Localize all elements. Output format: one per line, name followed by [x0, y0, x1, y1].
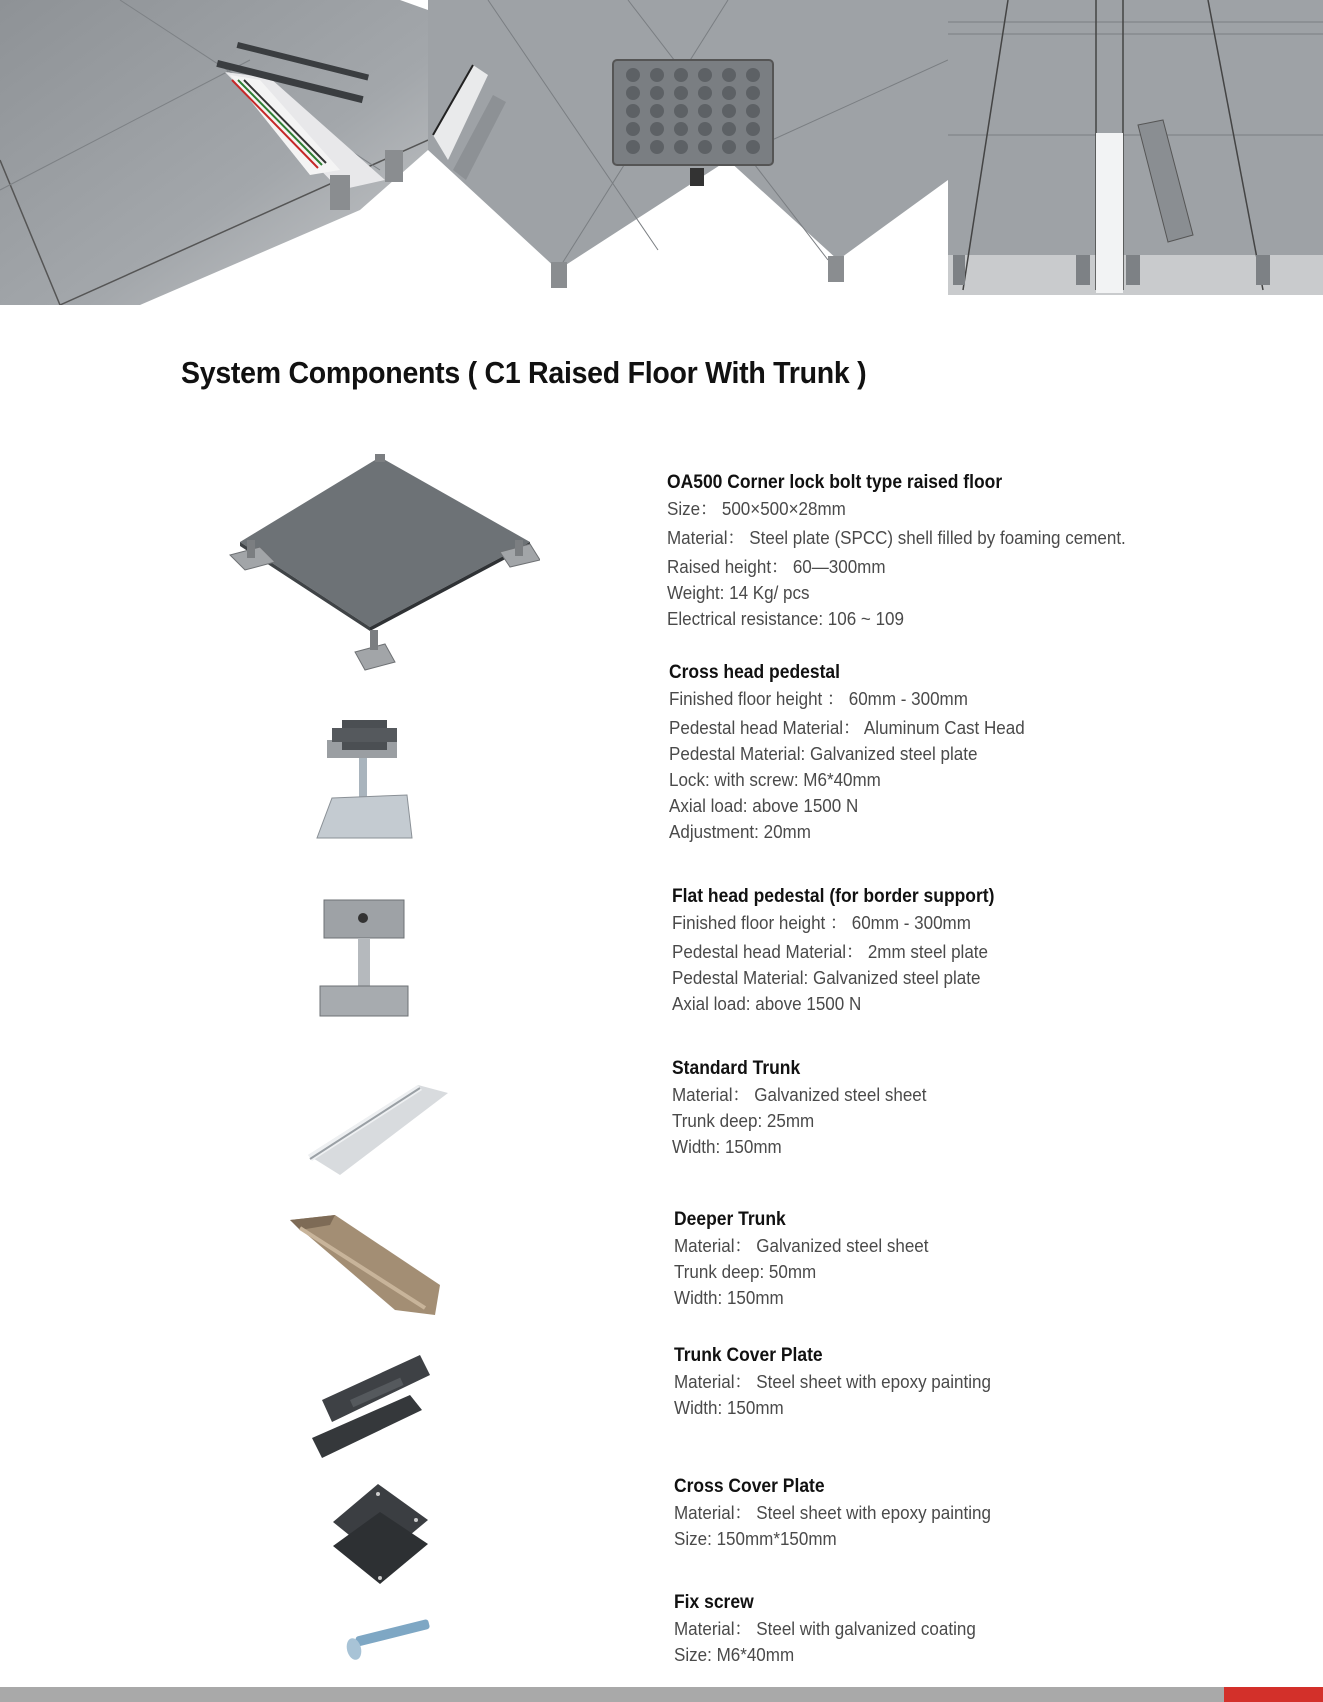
flat-head-pedestal-image [318, 898, 413, 1018]
spec-finished-floor-height: Finished floor height ： 60mm - 300mm [669, 688, 968, 709]
spec-material: Material： Galvanized steel sheet [674, 1235, 929, 1256]
spec-electrical-resistance: Electrical resistance: 106 ~ 109 [667, 608, 905, 629]
component-name: Fix screw [674, 1592, 754, 1613]
spec-material: Material： Steel plate (SPCC) shell filled by foaming cement. [667, 527, 1126, 548]
spec-axial-load: Axial load: above 1500 N [672, 993, 862, 1014]
component-flat-head-pedestal [672, 883, 1292, 1017]
standard-trunk-image [300, 1075, 450, 1185]
component-fix-screw [674, 1589, 1294, 1668]
component-name: Flat head pedestal (for border support) [672, 886, 995, 907]
cross-head-pedestal-image [312, 710, 417, 840]
spec-lock: Lock: with screw: M6*40mm [669, 769, 881, 790]
component-deeper-trunk [674, 1206, 1294, 1311]
raised-floor-trunk-cover-photo [948, 0, 1323, 305]
spec-axial-load: Axial load: above 1500 N [669, 795, 859, 816]
component-name: OA500 Corner lock bolt type raised floor [667, 472, 1003, 493]
spec-weight: Weight: 14 Kg/ pcs [667, 582, 810, 603]
cross-cover-plate-image [328, 1482, 433, 1587]
component-name: Cross head pedestal [669, 662, 840, 683]
component-name: Deeper Trunk [674, 1209, 786, 1230]
component-cross-cover-plate [674, 1473, 1294, 1552]
trunk-cover-plate-image [310, 1350, 435, 1465]
spec-pedestal-material: Pedestal Material: Galvanized steel plate [672, 967, 981, 988]
spec-size: Size： 500×500×28mm [667, 498, 846, 519]
spec-finished-floor-height: Finished floor height ： 60mm - 300mm [672, 912, 971, 933]
spec-adjustment: Adjustment: 20mm [669, 821, 811, 842]
spec-trunk-deep: Trunk deep: 25mm [672, 1110, 815, 1131]
component-cross-head-pedestal [669, 659, 1289, 845]
spec-trunk-deep: Trunk deep: 50mm [674, 1261, 817, 1282]
deeper-trunk-image [285, 1210, 445, 1320]
footer-bar [0, 1687, 1224, 1702]
component-trunk-cover-plate [674, 1342, 1294, 1421]
spec-width: Width: 150mm [674, 1397, 784, 1418]
spec-width: Width: 150mm [672, 1136, 782, 1157]
component-name: Trunk Cover Plate [674, 1345, 823, 1366]
component-name: Cross Cover Plate [674, 1476, 825, 1497]
footer-accent-block [1224, 1687, 1323, 1702]
spec-pedestal-head-material: Pedestal head Material： 2mm steel plate [672, 941, 988, 962]
page-title: System Components ( C1 Raised Floor With Trunk ) [181, 355, 867, 390]
component-standard-trunk [672, 1055, 1292, 1160]
spec-material: Material： Galvanized steel sheet [672, 1084, 927, 1105]
raised-floor-with-open-trunk-photo [0, 0, 428, 305]
spec-material: Material： Steel sheet with epoxy painting [674, 1371, 991, 1392]
component-oa500-raised-floor [667, 469, 1287, 632]
spec-width: Width: 150mm [674, 1287, 784, 1308]
component-name: Standard Trunk [672, 1058, 801, 1079]
spec-pedestal-material: Pedestal Material: Galvanized steel plate [669, 743, 978, 764]
raised-floor-panel-image [225, 452, 540, 677]
spec-pedestal-head-material: Pedestal head Material： Aluminum Cast Head [669, 717, 1025, 738]
spec-size: Size: 150mm*150mm [674, 1528, 837, 1549]
spec-raised-height: Raised height： 60—300mm [667, 556, 886, 577]
raised-floor-perforated-panel-photo [428, 0, 948, 305]
spec-material: Material： Steel sheet with epoxy painting [674, 1502, 991, 1523]
spec-material: Material： Steel with galvanized coating [674, 1618, 976, 1639]
fix-screw-image [340, 1615, 440, 1670]
spec-size: Size: M6*40mm [674, 1644, 795, 1665]
